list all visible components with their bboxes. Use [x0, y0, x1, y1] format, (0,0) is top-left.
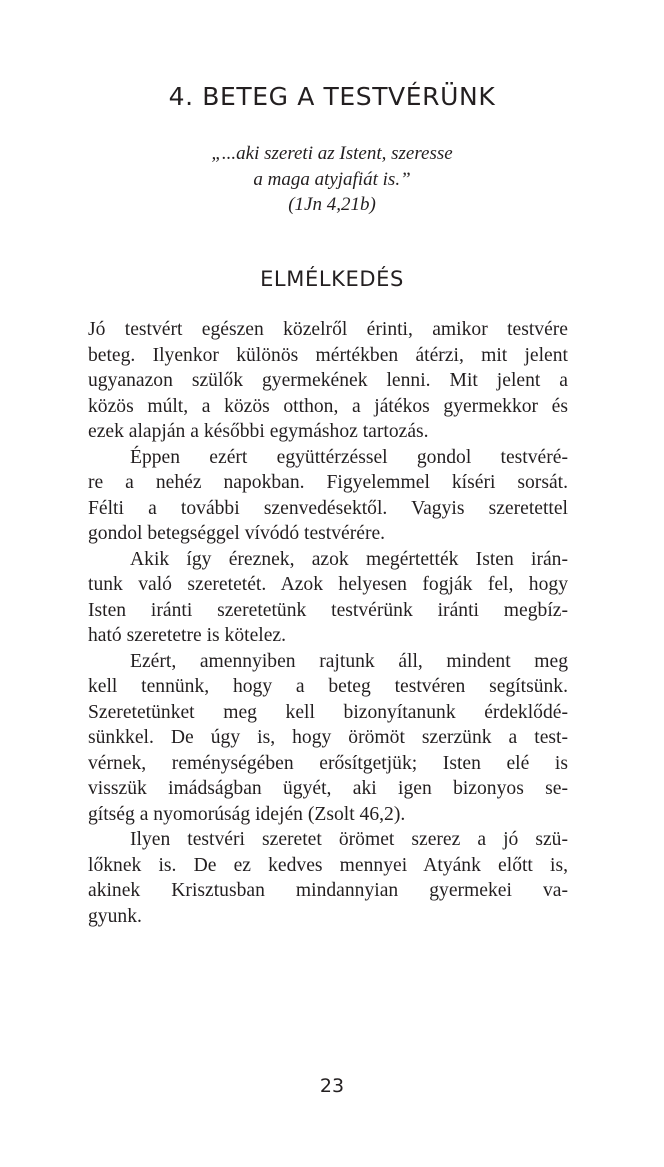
- text-line: Isten iránti szeretetünk testvérünk iránti megbíz-: [88, 599, 568, 621]
- text-line: tunk való szeretetét. Azok helyesen fogják fel, hogy: [88, 574, 568, 595]
- paragraph: [88, 649, 568, 828]
- text-line: kell tennünk, hogy a beteg testvéren segítsünk.: [88, 676, 568, 697]
- epigraph-citation: (1Jn 4,21b): [288, 194, 376, 215]
- text-line: Ilyen testvéri szeretet örömet szerez a jó szü-: [130, 829, 568, 850]
- text-line: ható szeretetre is kötelez.: [88, 625, 287, 646]
- text-line: gyunk.: [88, 905, 142, 927]
- text-line: Ezért, amennyiben rajtunk áll, mindent meg: [130, 650, 568, 672]
- epigraph-line: a maga atyjafiát is.”: [253, 168, 411, 190]
- paragraph: [88, 317, 568, 445]
- text-line: Jó testvért egészen közelről érinti, amikor testvére: [88, 319, 568, 340]
- text-line: közös múlt, a közös otthon, a játékos gyermekkor és: [88, 395, 568, 417]
- text-line: gítség a nyomorúság idején (Zsolt 46,2).: [88, 803, 406, 825]
- paragraph: [88, 445, 568, 547]
- text-line: Félti a további szenvedésektől. Vagyis szeretettel: [88, 497, 568, 519]
- text-line: ezek alapján a későbbi egymáshoz tartozás.: [88, 421, 429, 442]
- section-heading: ELMÉLKEDÉS: [260, 267, 404, 291]
- text-line: Szeretetünket meg kell bizonyítanunk érdeklődé-: [88, 701, 568, 723]
- text-line: Éppen ezért együttérzéssel gondol testvéré-: [130, 446, 568, 468]
- text-line: Akik így éreznek, azok megértették Isten irán-: [130, 548, 568, 570]
- page-title: 4. BETEG A TESTVÉRÜNK: [168, 82, 496, 111]
- epigraph-line: „...aki szereti az Istent, szeresse: [211, 143, 453, 164]
- text-line: gondol betegséggel vívódó testvérére.: [88, 523, 386, 544]
- epigraph-quote: [0, 141, 664, 218]
- page-number: 23: [319, 1075, 345, 1097]
- text-line: re a nehéz napokban. Figyelemmel kíséri sorsát.: [88, 472, 568, 493]
- text-line: beteg. Ilyenkor különös mértékben átérzi, mit jelent: [88, 344, 568, 366]
- body-text: [88, 317, 568, 929]
- paragraph: [88, 827, 568, 929]
- text-line: visszük imádságban ügyét, aki igen bizonyos se-: [88, 778, 568, 799]
- text-line: lőknek is. De ez kedves mennyei Atyánk előtt is,: [88, 854, 568, 876]
- text-line: akinek Krisztusban mindannyian gyermekei va-: [88, 880, 568, 901]
- text-line: ugyanazon szülők gyermekének lenni. Mit jelent a: [88, 370, 568, 391]
- text-line: vérnek, reménységében erősítgetjük; Isten elé is: [88, 752, 568, 774]
- text-line: sünkkel. De úgy is, hogy örömöt szerzünk a test-: [88, 727, 568, 748]
- paragraph: [88, 547, 568, 649]
